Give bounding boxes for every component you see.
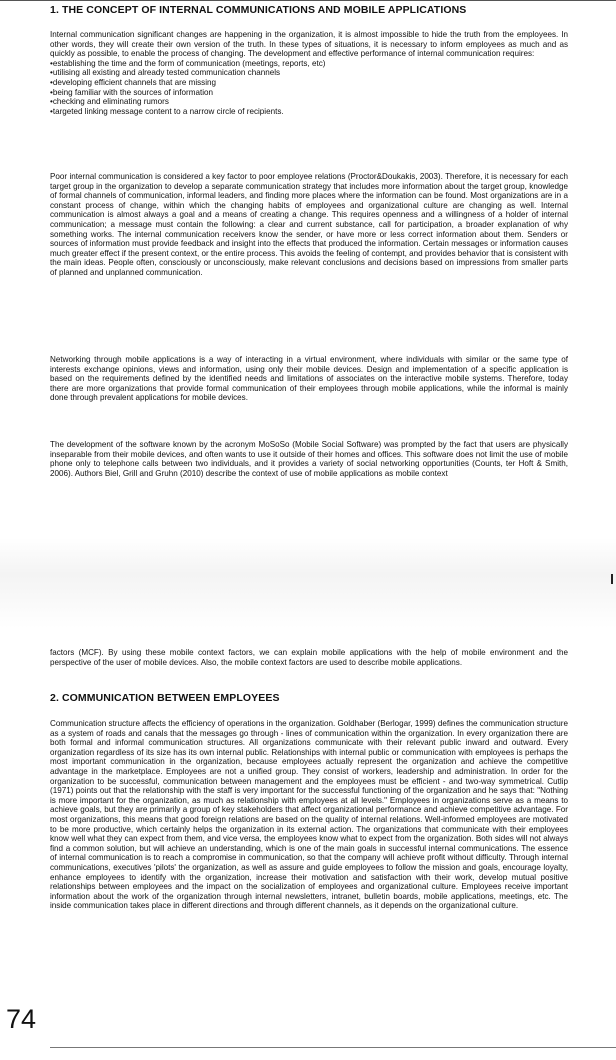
section1-intro-paragraph: Internal communication significant changes are happening in the organization, it is almost impossible to hide the truth from the employees. In other words, they will create their own version of the truth. In these types of situations, it is necessary to inform employees as much and as quickly as possible, to enable the process of changing. The development and effective performance of internal communication requires: xyxy=(50,30,568,59)
section1-intro-block xyxy=(50,30,568,116)
list-item: • utilising all existing and already tested communication channels xyxy=(50,68,568,78)
list-item: • targeted linking message content to a narrow circle of recipients. xyxy=(50,107,568,117)
page-number: 74 xyxy=(6,1004,37,1034)
list-item: • establishing the time and the form of communication (meetings, reports, etc) xyxy=(50,59,568,69)
page-break-gap xyxy=(0,538,616,628)
paragraph-text: Networking through mobile applications is a way of interacting in a virtual environment, where individuals with similar or the same type of interests exchange opinions, views and information, using only their mobile devices. Design and implementation of a specific application is based on the requirements defined by the identified needs and limitations of associates on the interactive mobile systems. Therefore, today there are more organizations that provide formal communication of their employees through mobile applications, while the informal is mainly done through prevalent applications for mobile devices. xyxy=(50,355,568,403)
section2-heading: 2. COMMUNICATION BETWEEN EMPLOYEES xyxy=(50,692,280,704)
section1-paragraph-3 xyxy=(50,355,568,403)
paragraph-text: Poor internal communication is considered a key factor to poor employee relations (Proctor&Doukakis, 2003). Therefore, it is necessary for each target group in the organization to develop a separate communication strategy that includes more information about the target group, knowledge of formal channels of communication, informal leaders, and finding more places where the information can be found. Most organizations are in a constant process of change, within which the changing habits of employees and organizational culture are changing as well. Internal communication is almost always a goal and a means of creating a change. This requires openness and a willingness of a holder of internal communication; a message must contain the following: a clear and current substance, call for participation, a broader explanation of why something works. The internal communication receivers know the sender, or have more or less correct information about them. Senders or sources of information must provide feedback and insight into the effects that produced the information. Certain messages or information causes much greater effect if the present context, or the entire process. This avoids the feeling of contempt, and provides behavior that is consistent with the main ideas. People often, consciously or unconsciously, make relevant conclusions and decisions based on impressions from smaller parts of planned and unplanned communication. xyxy=(50,172,568,277)
paragraph-text: factors (MCF). By using these mobile context factors, we can explain mobile applications with the help of mobile environment and the perspective of the user of mobile devices. Also, the mobile context factors are used to describe mobile applications. xyxy=(50,648,568,667)
paragraph-text: The development of the software known by the acronym MoSoSo (Mobile Social Software) was prompted by the fact that users are physically inseparable from their mobile devices, and often wants to use it outside of their homes and offices. This software does not limit the use of mobile phone only to telephone calls between two individuals, and it provides a variety of social networking opportunities (Counts, ter Hoft & Smith, 2006). Authors Biel, Grill and Gruhn (2010) describe the context of use of mobile applications as mobile context xyxy=(50,440,568,478)
paragraph-text: Communication structure affects the efficiency of operations in the organization. Goldhaber (Berlogar, 1999) defines the communication structure as a system of roads and canals that the messages go through - lines of communication within the organization. In every organization there are both formal and informal communication structures. All organizations communicate with their relevant public inward and outward. Every organization regardless of its size has its own internal public. Relationships with internal public or communication with employees is perhaps the most important communication in the organization, because employees actually represent the organization and achieve the competitive advantage in the marketplace. Employees are not a unified group. They consist of workers, leadership and administration. In order for the organization to be successful, communication between management and the employees must be efficient - and two-way symmetrical. Cutlip (1971) points out that the relationship with the staff is very important for the successful functioning of the organization and he says that: "Nothing is more important for the organization, as much as relationship with employees at all levels." Employees in organizations serve as a means to achieve goals, but they are primarily a group of key stakeholders that affect organizational performance and achieve competitive advantage. For most organizations, this means that good foreign relations are based on the quality of internal relations. Well-informed employees are motivated to be more productive, which certainly helps the organization in its external action. The organizations that communicate with their employees know well what they can expect from them, and vice versa, the employees know what to expect from the organization. Both sides will not always find a common solution, but will achieve an understanding, which is one of the main goals in successful internal communications. The essence of internal communication is to reach a compromise in communication, so that the company will achieve profit without difficulty. Through internal communications, executives 'pilots' the organization, as well as assure and guide employees to follow the mission and goals, encourage loyalty, enhance employees to identify with the organization, increase their motivation and satisfaction with their work, develop mutual positive relationships between employees and the impact on the socialization of employees and organizational culture. Employees receive important information about the work of the organization through internal newsletters, intranet, bulletin boards, mobile applications, meetings, etc. The inside communication takes place in different directions and through different channels, as it depends on the organizational culture. xyxy=(50,719,568,911)
list-item: • being familiar with the sources of information xyxy=(50,88,568,98)
section2-paragraph-1 xyxy=(50,719,568,911)
edge-mark xyxy=(611,574,613,584)
top-rule xyxy=(0,0,616,1)
section1-continuation xyxy=(50,648,568,667)
section1-paragraph-2 xyxy=(50,172,568,278)
section1-paragraph-4 xyxy=(50,440,568,478)
requirements-list xyxy=(50,59,568,117)
section1-heading: 1. THE CONCEPT OF INTERNAL COMMUNICATIONS AND MOBILE APPLICATIONS xyxy=(50,4,467,16)
list-item: • checking and eliminating rumors xyxy=(50,97,568,107)
bottom-rule xyxy=(50,1047,616,1048)
list-item: • developing efficient channels that are missing xyxy=(50,78,568,88)
